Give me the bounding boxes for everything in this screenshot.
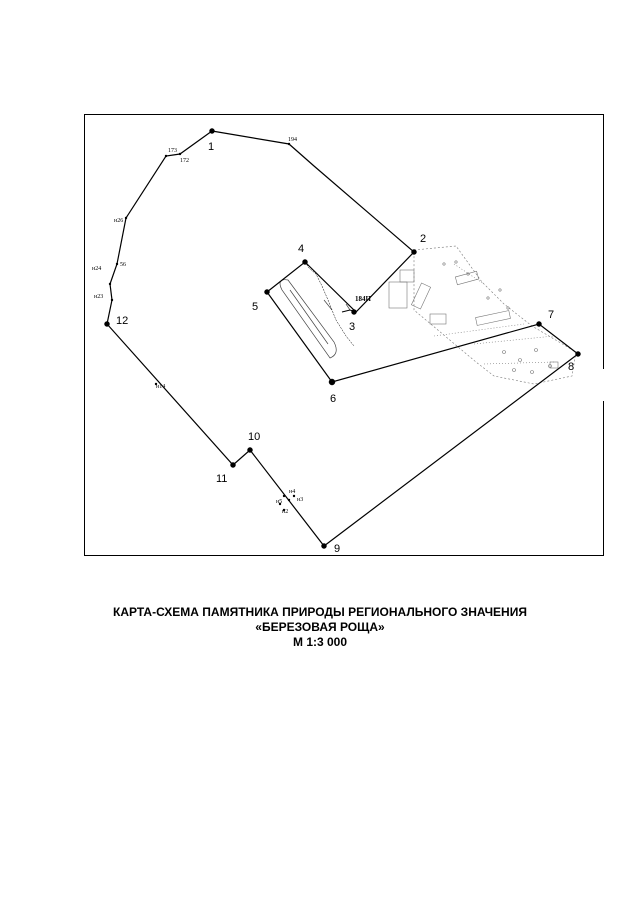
boundary-line <box>107 131 578 546</box>
label-172: 172 <box>180 158 189 164</box>
label-point-6: 6 <box>330 393 337 405</box>
boundary-map <box>84 114 604 556</box>
vertex-10 <box>248 448 253 453</box>
vertex-5 <box>265 290 270 295</box>
label-point-1: 1 <box>208 141 215 153</box>
label-n23: н23 <box>94 294 104 300</box>
label-n5: н5 <box>276 499 283 505</box>
label-point-11: 11 <box>216 473 228 485</box>
label-173: 173 <box>168 148 177 154</box>
label-point-8: 8 <box>568 361 575 373</box>
caption-line-2: «БЕРЕЗОВАЯ РОЩА» <box>255 620 385 634</box>
label-n3: н3 <box>297 497 304 503</box>
vertex-11 <box>231 463 236 468</box>
label-point-7: 7 <box>548 309 555 321</box>
label-56: 56 <box>120 262 126 268</box>
label-n14: н14 <box>156 384 166 390</box>
inner-track <box>280 280 350 358</box>
vertex-7 <box>537 322 542 327</box>
vertex-4 <box>303 260 308 265</box>
label-point-2: 2 <box>420 233 427 245</box>
label-point-4: 4 <box>298 243 305 255</box>
boundary-vertices <box>105 129 581 549</box>
vertex-9 <box>322 544 327 549</box>
map-frame <box>84 114 604 556</box>
label-n26: н26 <box>114 218 124 224</box>
label-point-9: 9 <box>334 543 341 555</box>
label-194: 194 <box>288 137 297 143</box>
label-point-3: 3 <box>349 321 356 333</box>
label-point-12: 12 <box>116 315 129 327</box>
label-n4: н4 <box>289 489 296 495</box>
label-point-5: 5 <box>252 301 259 313</box>
vertex-1 <box>210 129 215 134</box>
vertex-3 <box>352 310 357 315</box>
label-184p: 184П <box>355 295 371 303</box>
vertex-8 <box>576 352 581 357</box>
vertex-6 <box>329 379 335 385</box>
label-n2: н2 <box>282 509 289 515</box>
caption-line-1: КАРТА-СХЕМА ПАМЯТНИКА ПРИРОДЫ РЕГИОНАЛЬНОГО ЗНАЧЕНИЯ <box>113 605 527 619</box>
label-n24: н24 <box>92 266 102 272</box>
vertex-12 <box>105 322 110 327</box>
caption-scale: М 1:3 000 <box>292 635 348 649</box>
boundary-ticks <box>109 143 295 511</box>
vertex-2 <box>412 250 417 255</box>
label-point-10: 10 <box>248 431 261 443</box>
